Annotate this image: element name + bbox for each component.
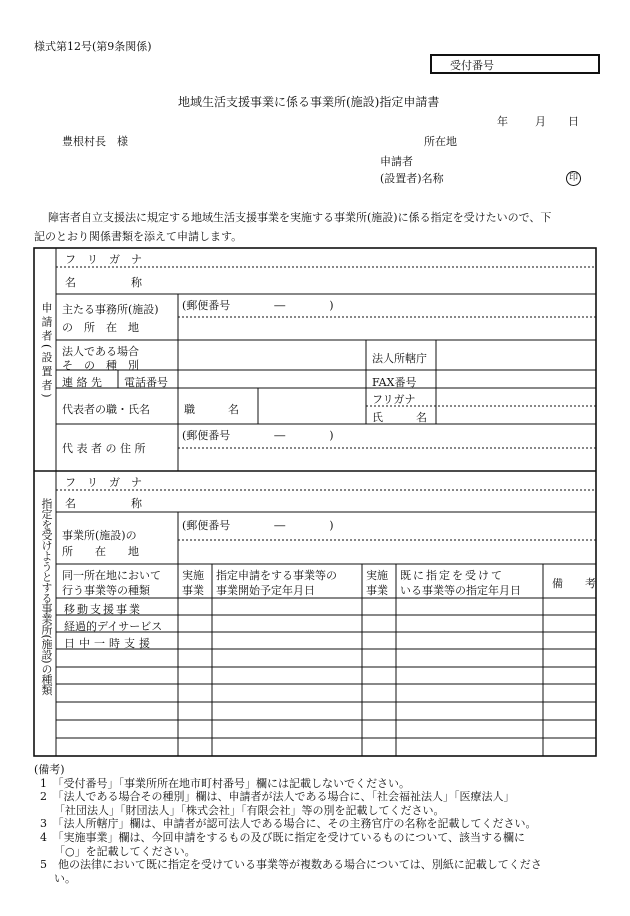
service-mobility-support: 移動支援事業 (64, 603, 142, 616)
service-daytime-support: 日中一時支援 (64, 637, 154, 650)
note-line: 「社団法人」「財団法人」「株式会社」「有限会社」等の別を記載してください。 (54, 803, 445, 817)
notes-section (34, 763, 594, 885)
rep-postal-code: (郵便番号 ― ) (182, 429, 334, 442)
corp-type-label-1: 法人である場合 (62, 345, 139, 358)
note-line: 「○」を記載してください。 (54, 844, 196, 858)
applicant-label: 申請者 (380, 155, 413, 168)
intro-text-line2: 記のとおり関係書類を添えて申請します。 (34, 230, 243, 243)
applicant-postal-code: (郵便番号 ― ) (182, 299, 334, 312)
col-existing-2: いる事業等の指定年月日 (400, 584, 521, 597)
main-office-address-label-1: 主たる事務所(施設) (62, 303, 159, 316)
contact-label: 連 絡 先 (62, 376, 102, 389)
main-office-address-label-2: の 所 在 地 (62, 321, 139, 334)
facility-address-label-1: 事業所(施設)の (62, 529, 137, 542)
facility-name-label: 名 称 (65, 497, 142, 510)
facility-furigana-label: フ リ ガ ナ (65, 476, 142, 489)
col-same-location-2: 行う事業等の種類 (62, 584, 150, 597)
note-line: 1 「受付番号」「事業所所在地市町村番号」欄には記載しないでください。 (40, 776, 410, 790)
col-remarks: 備 考 (552, 577, 596, 590)
addressee: 豊根村長 様 (62, 135, 128, 148)
intro-text-line1: 障害者自立支援法に規定する地域生活支援事業を実施する事業所(施設)に係る指定を受けたいので、下 (48, 211, 552, 224)
notes-heading: (備考) (34, 763, 65, 776)
date-day: 日 (568, 115, 579, 128)
note-line: 3 「法人所轄庁」欄は、申請者が認可法人である場合に、その主務官庁の名称を記載してください。 (40, 817, 537, 831)
fax-label: FAX番号 (372, 376, 417, 389)
col-start-date-1: 指定申請をする事業等の (216, 569, 337, 582)
facility-postal-code: (郵便番号 ― ) (182, 519, 334, 532)
date-year: 年 (497, 115, 508, 128)
date-month: 月 (535, 115, 546, 128)
form-number: 様式第12号(第9条関係) (34, 40, 152, 53)
col-existing-1: 既に指定を受けて (400, 569, 504, 582)
col-implement2-1: 実施 (366, 569, 388, 582)
position-label: 職 名 (184, 403, 239, 416)
applicant-name-label: 名 称 (65, 276, 142, 289)
corp-type-label-2: そ の 種 別 (62, 359, 139, 372)
seal-icon: 印 (566, 171, 581, 186)
form-title: 地域生活支援事業に係る事業所(施設)指定申請書 (178, 95, 440, 109)
facility-side-label: 指定を受けようとする事業所(施設)の種類 (40, 498, 53, 695)
phone-label: 電話番号 (124, 376, 168, 389)
setter-name-label: (設置者)名称 (380, 172, 444, 185)
address-label: 所在地 (424, 135, 457, 148)
note-line: 5 他の法律において既に指定を受けている事業等が複数ある場合については、別紙に記載してくださ (40, 858, 542, 872)
corp-authority-label: 法人所轄庁 (372, 352, 427, 365)
note-line: い。 (54, 871, 76, 885)
col-implement-2: 事業 (182, 584, 204, 597)
col-implement2-2: 事業 (366, 584, 388, 597)
applicant-side-label: 申請者(設置者) (40, 302, 53, 401)
col-start-date-2: 事業開始予定年月日 (216, 584, 315, 597)
note-line: 2 「法人である場合その種別」欄は、申請者が法人である場合に、「社会福祉法人」「医療法人」 (40, 790, 515, 804)
col-same-location-1: 同一所在地において (62, 569, 161, 582)
applicant-furigana-label: フ リ ガ ナ (65, 253, 142, 266)
rep-name-label: 氏 名 (372, 411, 427, 424)
receipt-number-label: 受付番号 (450, 59, 494, 72)
service-transitional-day: 経過的デイサービス (64, 620, 163, 633)
rep-address-label: 代 表 者 の 住 所 (62, 442, 146, 455)
facility-address-label-2: 所 在 地 (62, 545, 139, 558)
col-implement-1: 実施 (182, 569, 204, 582)
rep-title-name-label: 代表者の職・氏名 (62, 403, 150, 416)
rep-furigana-label: フリガナ (372, 393, 416, 406)
note-line: 4 「実施事業」欄は、今回申請をするもの及び既に指定を受けているものについて、該当する欄に (40, 830, 526, 844)
